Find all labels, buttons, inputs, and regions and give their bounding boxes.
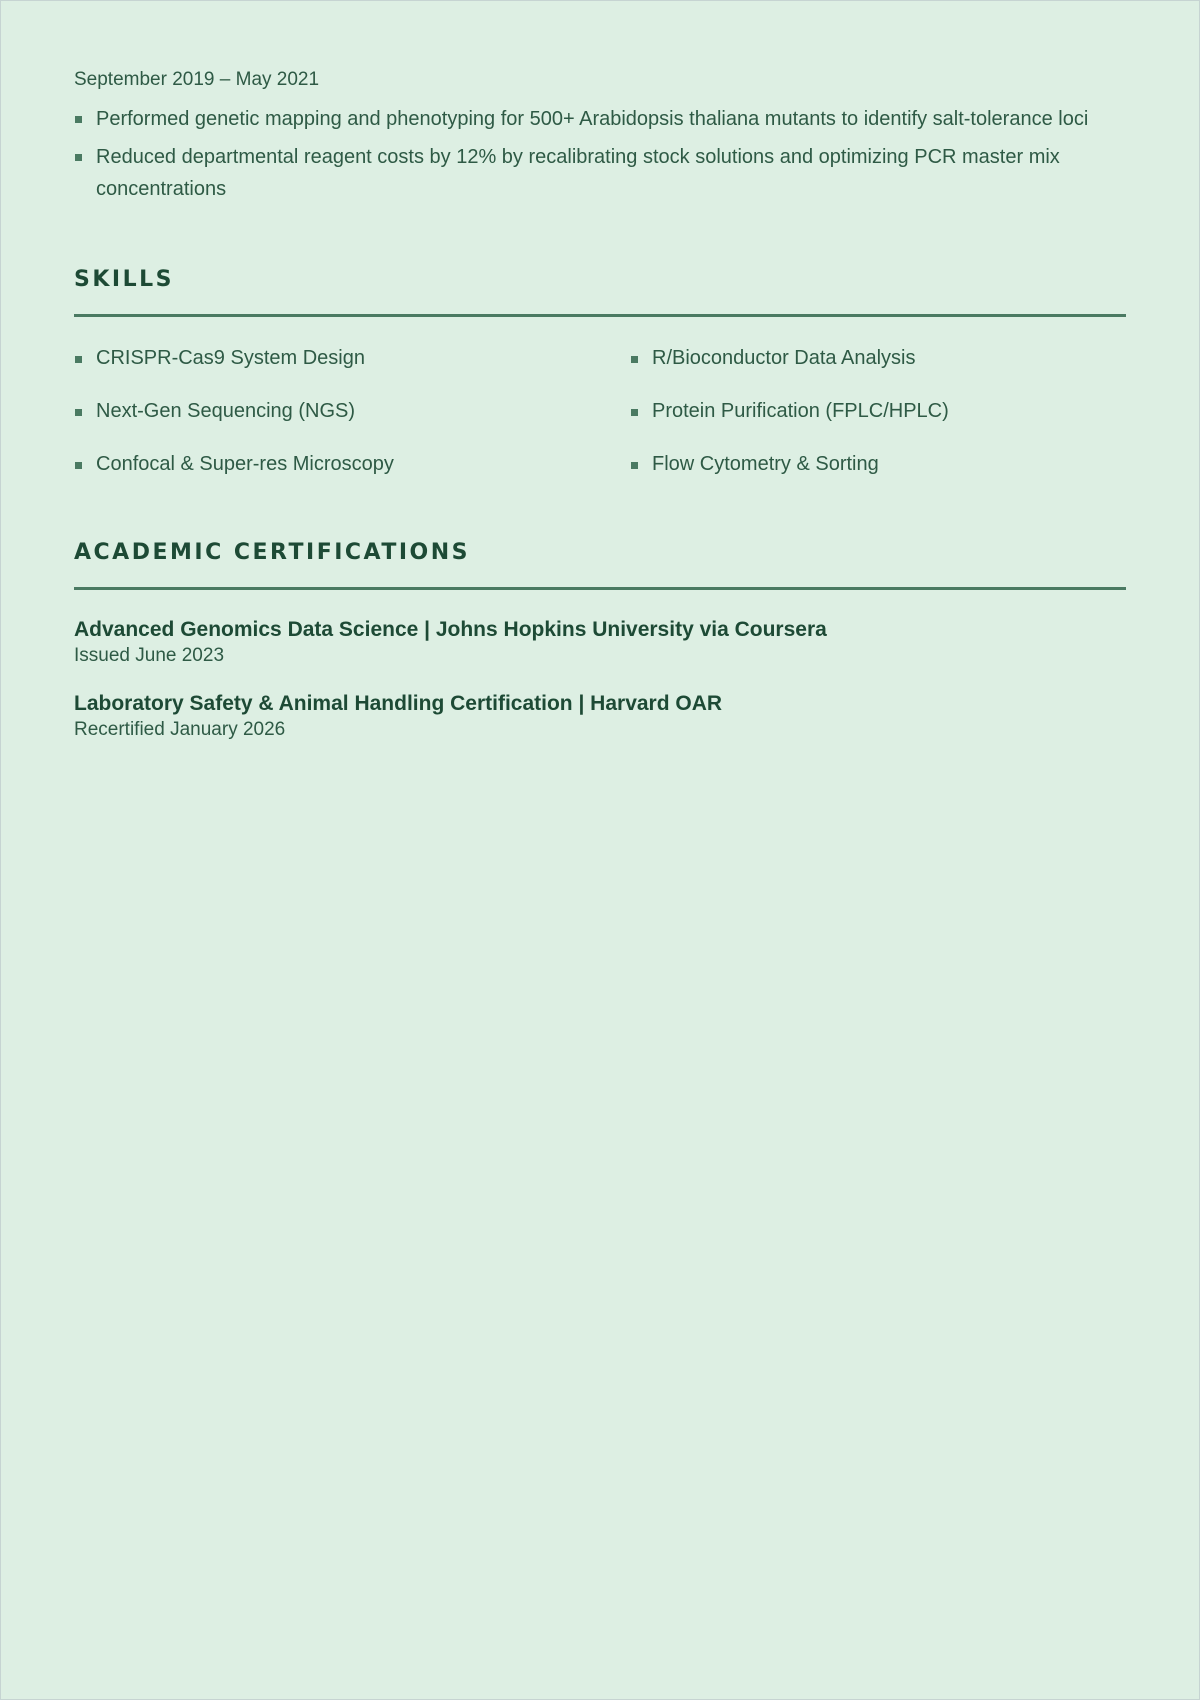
square-bullet-icon (631, 409, 638, 416)
square-bullet-icon (631, 462, 638, 469)
skill-label: Protein Purification (FPLC/HPLC) (652, 400, 949, 422)
certification-title: Laboratory Safety & Animal Handling Certification | Harvard OAR (74, 692, 723, 715)
skills-heading: SKILLS (74, 267, 174, 292)
experience-date-range: September 2019 – May 2021 (74, 69, 320, 90)
experience-bullet (74, 141, 1126, 205)
skill-item (630, 398, 1126, 425)
skill-label: Next-Gen Sequencing (NGS) (96, 400, 356, 422)
square-bullet-icon (75, 154, 82, 161)
certifications-section (74, 540, 1126, 742)
square-bullet-icon (75, 409, 82, 416)
certification-entry (74, 616, 1126, 668)
certification-entry (74, 690, 1126, 742)
experience-bullet (74, 103, 1126, 135)
section-divider (74, 314, 1126, 317)
skill-item (74, 398, 630, 425)
square-bullet-icon (75, 116, 82, 123)
skills-grid (74, 345, 1126, 478)
experience-bullet-list (74, 103, 1126, 205)
skills-section (74, 267, 1126, 478)
section-divider (74, 587, 1126, 590)
square-bullet-icon (75, 356, 82, 363)
certification-list (74, 616, 1126, 742)
experience-section (74, 67, 1126, 205)
certification-date: Issued June 2023 (74, 645, 225, 666)
certification-date: Recertified January 2026 (74, 719, 286, 740)
experience-bullet-text: Performed genetic mapping and phenotyping for 500+ Arabidopsis thaliana mutants to identify salt-tolerance loci (96, 108, 1089, 130)
experience-bullet-text: Reduced departmental reagent costs by 12% by recalibrating stock solutions and optimizing PCR master mix concentrations (96, 146, 1060, 200)
skill-label: Flow Cytometry & Sorting (652, 453, 879, 475)
skill-item (630, 451, 1126, 478)
skill-label: R/Bioconductor Data Analysis (652, 347, 916, 369)
square-bullet-icon (75, 462, 82, 469)
skill-label: Confocal & Super-res Microscopy (96, 453, 394, 475)
skill-label: CRISPR-Cas9 System Design (96, 347, 365, 369)
skill-item (74, 345, 630, 372)
skill-item (630, 345, 1126, 372)
skill-item (74, 451, 630, 478)
square-bullet-icon (631, 356, 638, 363)
certification-title: Advanced Genomics Data Science | Johns Hopkins University via Coursera (74, 618, 827, 641)
certifications-heading: ACADEMIC CERTIFICATIONS (74, 540, 471, 565)
